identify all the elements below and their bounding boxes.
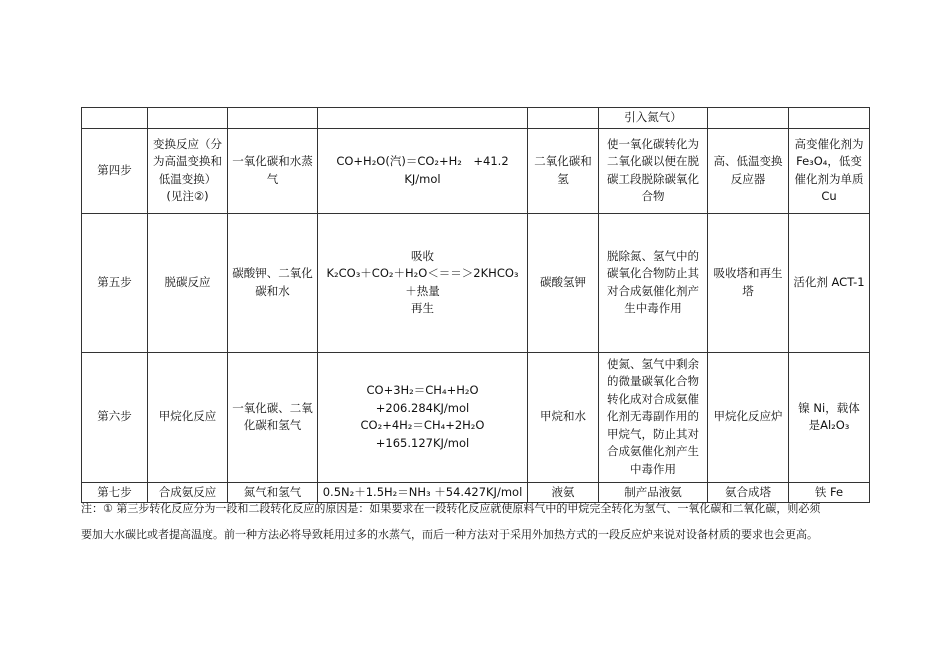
cell-equipment: [708, 108, 789, 129]
cell-product: 液氨: [528, 482, 599, 503]
cell-equipment: 高、低温变换反应器: [708, 128, 789, 213]
cell-product: 碳酸氢钾: [528, 213, 599, 352]
table-row-step5: [82, 213, 870, 352]
table-row-continued: [82, 108, 870, 129]
cell-reaction: 脱碳反应: [148, 213, 228, 352]
footnote-line-2: 要加大水碳比或者提高温度。前一种方法必将导致耗用过多的水蒸气，而后一种方法对于采用外加热方式的一段反应炉来说对设备材质的要求也会更高。: [81, 528, 818, 541]
equation-text-2: CO₂+4H₂＝CH₄+2H₂O +165.127KJ/mol: [360, 418, 485, 450]
equation-label-regen: 再生: [411, 301, 434, 315]
footnote-line-1: 注：① 第三步转化反应分为一段和二段转化反应的原因是：如果要求在一段转化反应就使原料气中的甲烷完全转化为氢气、一氧化碳和二氧化碳，则必须: [81, 502, 821, 515]
cell-catalyst: [789, 108, 870, 129]
cell-reaction: 变换反应（分为高温变换和低温变换）(见注②): [148, 128, 228, 213]
cell-equation: [318, 213, 528, 352]
equation-text-1: CO+3H₂＝CH₄+H₂O +206.284KJ/mol: [366, 383, 491, 415]
cell-catalyst: 高变催化剂为Fe₃O₄，低变催化剂为单质Cu: [789, 128, 870, 213]
cell-product: 甲烷和水: [528, 352, 599, 482]
cell-purpose: 制产品液氨: [599, 482, 708, 503]
cell-raw: 碳酸钾、二氧化碳和水: [228, 213, 318, 352]
cell-equipment: 甲烷化反应炉: [708, 352, 789, 482]
cell-product: [528, 108, 599, 129]
cell-purpose: 使一氧化碳转化为二氧化碳以便在脱碳工段脱除碳氧化合物: [599, 128, 708, 213]
cell-equation: CO+H₂O(汽)＝CO₂+H₂ +41.2 KJ/mol: [318, 128, 528, 213]
cell-purpose: 脱除氮、氢气中的碳氧化合物防止其对合成氨催化剂产生中毒作用: [599, 213, 708, 352]
cell-raw: 一氧化碳、二氧化碳和氢气: [228, 352, 318, 482]
equation-text: K₂CO₃＋CO₂＋H₂O＜＝＝＞2KHCO₃ ＋热量: [326, 266, 519, 298]
cell-raw: 氮气和氢气: [228, 482, 318, 503]
cell-purpose: 引入氮气）: [599, 108, 708, 129]
table-row-step6: [82, 352, 870, 482]
process-table: [81, 107, 870, 503]
equation-label-absorb: 吸收: [411, 248, 434, 263]
cell-reaction: 甲烷化反应: [148, 352, 228, 482]
cell-product: 二氧化碳和氢: [528, 128, 599, 213]
cell-raw: 一氧化碳和水蒸气: [228, 128, 318, 213]
table-row-step4: [82, 128, 870, 213]
cell-equipment: 吸收塔和再生塔: [708, 213, 789, 352]
cell-equation: [318, 108, 528, 129]
cell-step: 第六步: [82, 352, 148, 482]
cell-equipment: 氨合成塔: [708, 482, 789, 503]
cell-equation: 0.5N₂＋1.5H₂＝NH₃ ＋54.427KJ/mol: [318, 482, 528, 503]
cell-step: 第五步: [82, 213, 148, 352]
cell-equation: [318, 352, 528, 482]
cell-reaction: 合成氨反应: [148, 482, 228, 503]
cell-step: 第四步: [82, 128, 148, 213]
cell-catalyst: 活化剂 ACT-1: [789, 213, 870, 352]
cell-catalyst: 铁 Fe: [789, 482, 870, 503]
cell-step: [82, 108, 148, 129]
cell-step: 第七步: [82, 482, 148, 503]
cell-reaction: [148, 108, 228, 129]
cell-catalyst: 镍 Ni，载体是Al₂O₃: [789, 352, 870, 482]
cell-raw: [228, 108, 318, 129]
footnote: [81, 496, 871, 548]
cell-purpose: 使氮、氢气中剩余的微量碳氧化合物转化成对合成氨催化剂无毒副作用的甲烷气，防止其对合成氨催化剂产生中毒作用: [599, 352, 708, 482]
